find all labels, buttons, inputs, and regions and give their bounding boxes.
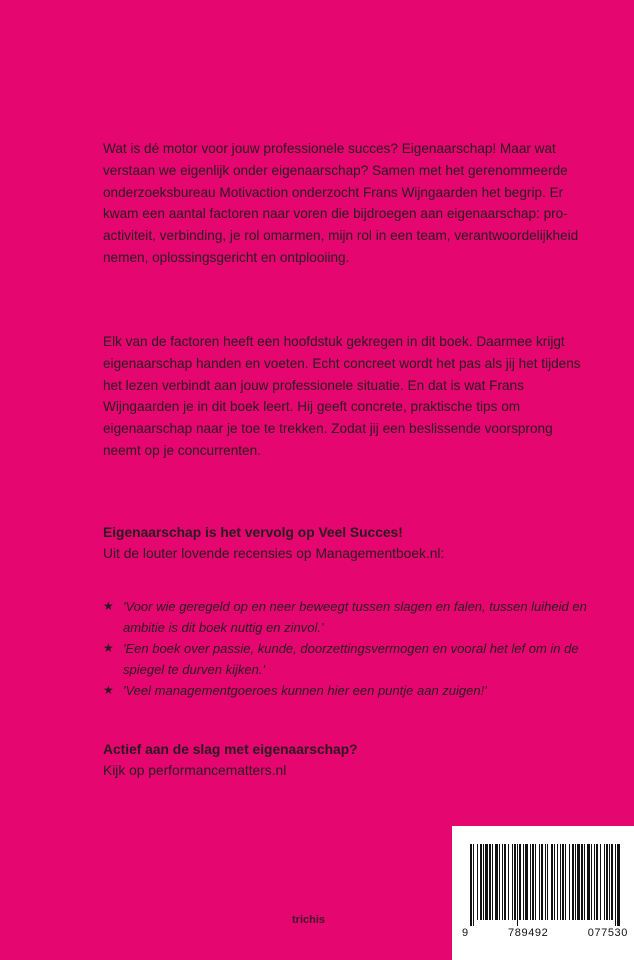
isbn-digit-group: 077530 — [587, 927, 628, 939]
review-item — [103, 596, 603, 638]
isbn-digit-group: 9 — [462, 927, 469, 939]
star-icon: ★ — [103, 599, 114, 613]
cta-block — [103, 739, 583, 781]
sequel-heading: Eigenaarschap is het vervolg op Veel Succes! — [103, 525, 403, 540]
cta-heading: Actief aan de slag met eigenaarschap? — [103, 742, 358, 757]
publisher-logo: trichis — [292, 914, 326, 926]
review-list — [103, 596, 603, 701]
isbn-barcode — [452, 826, 634, 960]
isbn-digit-group: 789492 — [508, 927, 549, 939]
review-item — [103, 680, 603, 701]
review-text: 'Voor wie geregeld op en neer beweegt tussen slagen en falen, tussen luiheid en ambitie is dit boek nuttig en zinvol.' — [123, 599, 587, 635]
intro-paragraph-1: Wat is dé motor voor jouw professionele succes? Eigenaarschap! Maar wat verstaan we eigenlijk onder eigenaarschap? Samen met het gerenommeerde onderzoeksbureau Motivaction onderzocht Frans Wijngaarden het begrip. Er kwam een aantal factoren naar voren die bijdroegen aan eigenaarschap: pro-activiteit, verbinding, je rol omarmen, mijn rol in een team, verantwoordelijkheid nemen, oplossingsgericht en ontplooiing. — [103, 141, 579, 265]
star-icon: ★ — [103, 683, 114, 697]
review-item — [103, 638, 603, 680]
cta-link[interactable]: Kijk op performancematters.nl — [103, 763, 287, 778]
sequel-block — [103, 522, 583, 564]
barcode-bars — [470, 844, 620, 926]
isbn-digits — [462, 927, 628, 939]
review-text: 'Een boek over passie, kunde, doorzettingsvermogen en vooral het lef om in de spiegel te durven kijken.' — [123, 641, 579, 677]
sequel-subtext: Uit de louter lovende recensies op Managementboek.nl: — [103, 546, 445, 561]
intro-paragraph-2: Elk van de factoren heeft een hoofdstuk gekregen in dit boek. Daarmee krijgt eigenaarschap handen en voeten. Echt concreet wordt het pas als jij het tijdens het lezen verbindt aan jouw professionele situatie. En dat is wat Frans Wijngaarden je in dit boek leert. Hij geeft concrete, praktische tips om eigenaarschap naar je toe te trekken. Zodat jij een beslissende voorsprong neemt op je concurrenten. — [103, 334, 581, 458]
star-icon: ★ — [103, 641, 114, 655]
review-text: 'Veel managementgoeroes kunnen hier een puntje aan zuigen!' — [123, 683, 487, 698]
